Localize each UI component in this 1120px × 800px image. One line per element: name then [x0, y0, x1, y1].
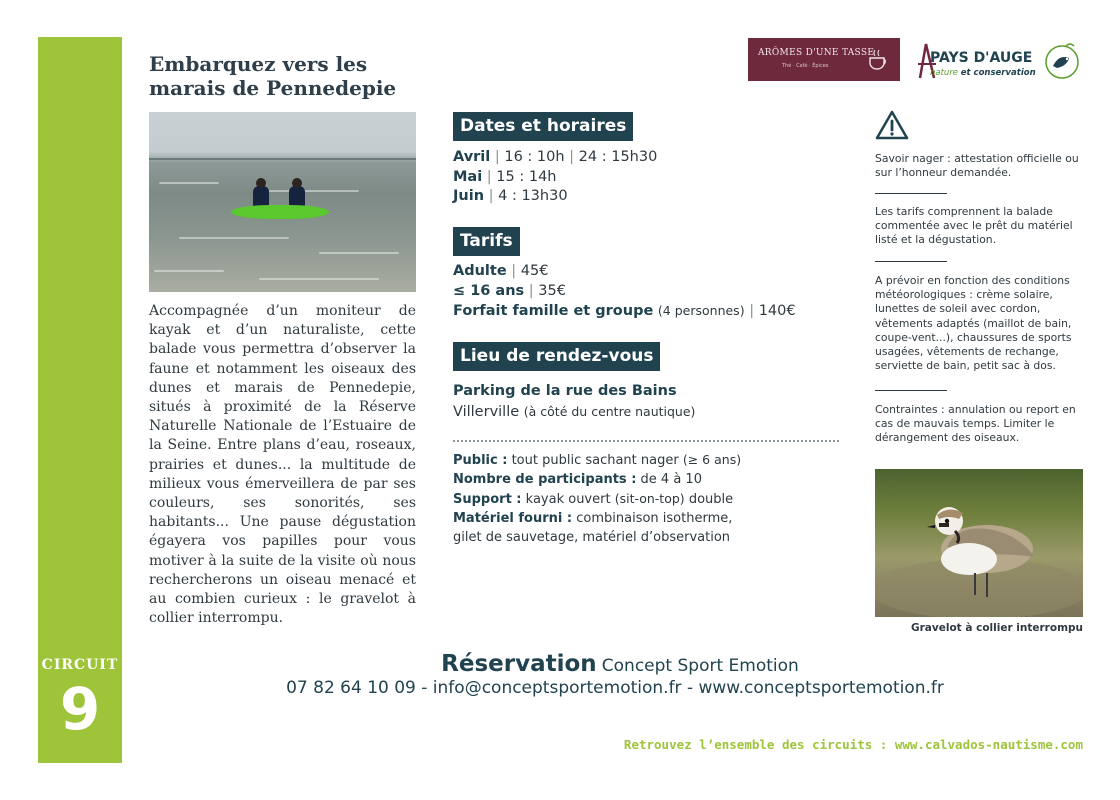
dates-row: Juin | 4 : 13h30: [453, 188, 568, 204]
dates-heading: Dates et horaires: [453, 112, 633, 141]
note-prices: Les tarifs comprennent la balade commentée avec le prêt du matériel listé et la dégustation.: [875, 205, 1073, 247]
warning-triangle-icon: [875, 110, 909, 140]
dates-item: 24 : 15h30: [578, 149, 658, 165]
note-divider: [875, 193, 947, 194]
tarif-price: 35€: [538, 282, 566, 299]
rdv-info: [453, 382, 695, 422]
aromes-logo-sub: Thé · Café · Épices: [782, 63, 829, 69]
tarif-label: ≤ 16 ans: [453, 282, 525, 299]
pays-auge-logo: [916, 38, 1086, 84]
reservation-contact[interactable]: 07 82 64 10 09 - info@conceptsportemotion.fr - www.conceptsportemotion.fr: [286, 678, 944, 698]
support-label: Support :: [453, 492, 522, 507]
support-note: (sit-on-top): [614, 491, 685, 506]
dates-month: Juin: [453, 188, 485, 204]
rdv-town-note: (à côté du centre nautique): [523, 403, 696, 419]
materiel-label: Matériel fourni :: [453, 511, 573, 526]
rdv-place: Parking de la rue des Bains: [453, 383, 677, 399]
circuit-number: 9: [59, 675, 101, 743]
tarif-row: ≤ 16 ans | 35€: [453, 282, 566, 299]
dates-list: [453, 148, 657, 207]
pays-auge-tagline: nature et conservation: [930, 68, 1036, 78]
circuit-sidebar: [38, 37, 122, 763]
title-line-1: Embarquez vers les: [149, 52, 368, 76]
tarif-price: 140€: [758, 303, 796, 319]
practical-details: [453, 450, 741, 547]
support-value: kayak ouvert: [525, 492, 611, 507]
note-divider: [875, 390, 947, 391]
reservation-org: Concept Sport Emotion: [601, 656, 799, 676]
tarif-row: Adulte | 45€: [453, 263, 549, 279]
dates-month: Mai: [453, 168, 483, 185]
kayak-photo: [149, 112, 416, 292]
participants-value: de 4 à 10: [640, 472, 702, 487]
dates-month: Avril: [453, 149, 491, 165]
tarif-price: 45€: [520, 263, 549, 279]
dates-item: 15 : 14h: [496, 168, 557, 185]
note-equipment: A prévoir en fonction des conditions météorologiques : crème solaire, lunettes de soleil avec cordon, vêtements adaptés (maillot de bain, coupe-vent...), chaussures de sports usagées, vêtements de rechange, serviette de bain, petit sac à dos.: [875, 274, 1072, 373]
title-line-2: marais de Pennedepie: [149, 76, 397, 100]
dates-row: Avril | 16 : 10h | 24 : 15h30: [453, 149, 658, 165]
note-divider: [875, 261, 947, 262]
reservation-title: Réservation: [441, 651, 597, 677]
tarifs-list: [453, 262, 796, 322]
support-value-2: double: [688, 492, 734, 507]
tarif-row: Forfait famille et groupe (4 personnes) | 140€: [453, 303, 796, 319]
materiel-value-2: gilet de sauvetage, matériel d’observation: [453, 530, 731, 545]
note-constraints: Contraintes : annulation ou report en cas de mauvais temps. Limiter le dérangement des oiseaux.: [875, 403, 1076, 445]
tarif-label: Adulte: [453, 263, 507, 279]
dates-item: 16 : 10h: [504, 149, 565, 165]
aromes-logo-name: ARÔMES D'UNE TASSE: [758, 48, 875, 58]
rdv-heading: Lieu de rendez-vous: [453, 342, 660, 371]
page-title: [149, 52, 449, 100]
note-swimming: Savoir nager : attestation officielle ou sur l’honneur demandée.: [875, 152, 1079, 180]
circuit-label: CIRCUIT: [41, 657, 119, 673]
public-note: (≥ 6 ans): [682, 452, 742, 467]
aromes-logo: [748, 38, 900, 81]
pays-auge-name: PAYS D'AUGE: [930, 50, 1033, 66]
bird-logo-icon: [1044, 42, 1080, 80]
participants-label: Nombre de participants :: [453, 472, 637, 487]
intro-text: Accompagnée d’un moniteur de kayak et d’un naturaliste, cette balade vous permettra d’observer la faune et notamment les oiseaux des dunes et marais de Pennedepie, situés à proximité de la Réserve Naturelle Nationale de l’Estuaire de la Seine. Entre plans d’eau, roseaux, prairies et dunes... la multitude de milieux vous émerveillera de par ses couleurs, ses sonorités, ses habitants... Une pause dégustation égayera vos papilles pour vous motiver à la suite de la visite où nous rechercherons un oiseau menacé et au combien curieux : le gravelot à collier interrompu.: [149, 303, 416, 627]
tarif-label: Forfait famille et groupe: [453, 303, 654, 319]
plover-caption: Gravelot à collier interrompu: [911, 622, 1083, 634]
public-value: tout public sachant nager: [511, 453, 679, 468]
dates-row: Mai | 15 : 14h: [453, 168, 557, 185]
plover-photo: [875, 469, 1083, 617]
dates-item: 4 : 13h30: [498, 188, 568, 204]
public-label: Public :: [453, 453, 508, 468]
cup-icon: [865, 47, 891, 73]
rdv-town: Villerville: [453, 403, 520, 420]
tarifs-heading: Tarifs: [453, 227, 520, 256]
materiel-value: combinaison isotherme,: [576, 511, 733, 526]
dotted-divider: [453, 440, 839, 442]
reservation-heading: [260, 651, 980, 677]
tarif-note: (4 personnes): [657, 303, 745, 318]
footer-link[interactable]: Retrouvez l’ensemble des circuits : www.calvados-nautisme.com: [623, 737, 1083, 752]
